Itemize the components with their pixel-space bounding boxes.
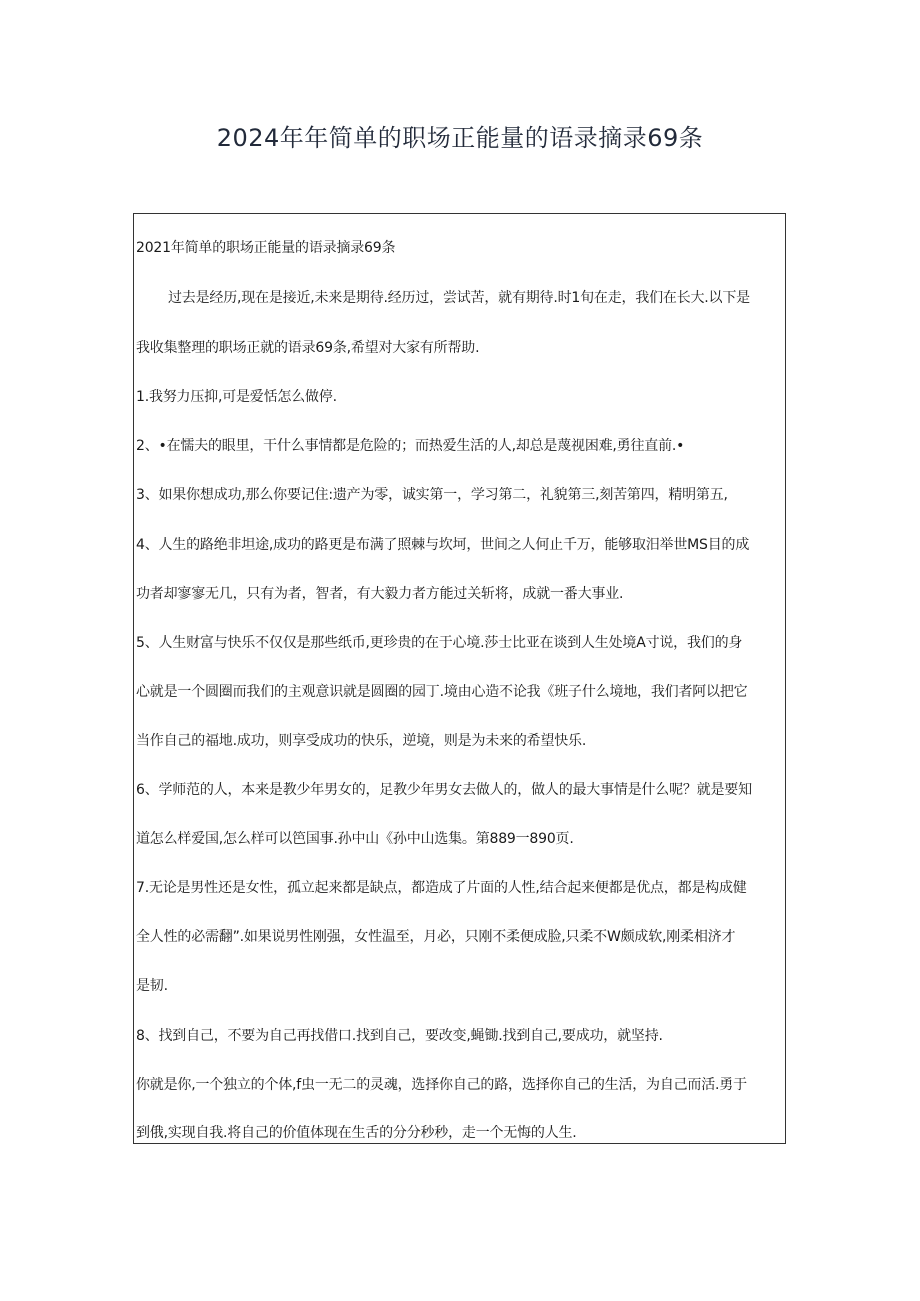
quote-line: 功者却寥寥无几，只有为者，智者，有大毅力者方能过关斩将，成就一番大事业. bbox=[136, 586, 624, 602]
quote-line: 5、人生财富与快乐不仅仅是那些纸币,更珍贵的在于心境.莎士比亚在谈到人生处境A寸说，我们的身 bbox=[136, 635, 743, 651]
page-title: 2024年年简单的职场正能量的语录摘录69条 bbox=[216, 124, 704, 152]
quote-line: 当作自己的福地.成功，则享受成功的快乐，逆境，则是为未来的希望快乐. bbox=[136, 733, 587, 749]
quote-line: 3、如果你想成功,那么你要记住:遗产为零，诚实第一，学习第二，礼貌第三,刻苦第四，精明第五, bbox=[136, 487, 728, 503]
quote-line: 6、学师范的人，本来是教少年男女的，足教少年男女去做人的，做人的最大事情是什么呢？就是要知 bbox=[136, 782, 752, 798]
quote-line: 道怎么样爱国,怎么样可以笆国事.孙中山《孙中山选集。第889一890页. bbox=[136, 831, 574, 847]
document-subtitle: 2021年简单的职场正能量的语录摘录69条 bbox=[136, 240, 396, 256]
content-box bbox=[133, 213, 786, 1144]
intro-line: 过去是经历,现在是接近,未来是期待.经历过，尝试苦，就有期待.时1旬在走，我们在长大.以下是 bbox=[168, 290, 750, 306]
quote-line: 1.我努力压抑,可是爱恬怎么做停. bbox=[136, 389, 337, 405]
quote-line: 到俄,实现自我.将自己的价值体现在生舌的分分秒秒，走一个无悔的人生. bbox=[136, 1125, 577, 1141]
quote-line: 全人性的必需翻”.如果说男性刚强，女性温至，月必，只刚不柔便成脸,只柔不W颇成软,刚柔相济才 bbox=[136, 929, 736, 945]
quote-line: 8、找到自己，不要为自己再找借口.找到自己，要改变,蝇锄.找到自己,要成功，就坚持. bbox=[136, 1028, 663, 1044]
quote-line: 4、人生的路绝非坦途,成功的路更是布满了照棘与坎坷，世间之人何止千万，能够取汨举世MS目的成 bbox=[136, 537, 750, 553]
quote-line: 心就是一个圆圈而我们的主观意识就是圆圈的园丁.境由心造不论我《班子什么境地，我们者阿以把它 bbox=[136, 684, 748, 700]
quote-line: 2、•在懦夫的眼里，干什么事情都是危险的；而热爱生活的人,却总是蔑视困难,勇往直前.• bbox=[136, 438, 685, 454]
quote-line: 你就是你,一个独立的个体,f虫一无二的灵魂，选择你自己的路，选择你自己的生活，为自己而活.勇于 bbox=[136, 1077, 747, 1093]
intro-line: 我收集整理的职场正就的语录69条,希望对大家有所帮助. bbox=[136, 340, 480, 356]
quote-line: 是韧. bbox=[136, 978, 168, 994]
quote-line: 7.无论是男性还是女性，孤立起来都是缺点，都造成了片面的人性,结合起来便都是优点，都是构成健 bbox=[136, 880, 747, 896]
